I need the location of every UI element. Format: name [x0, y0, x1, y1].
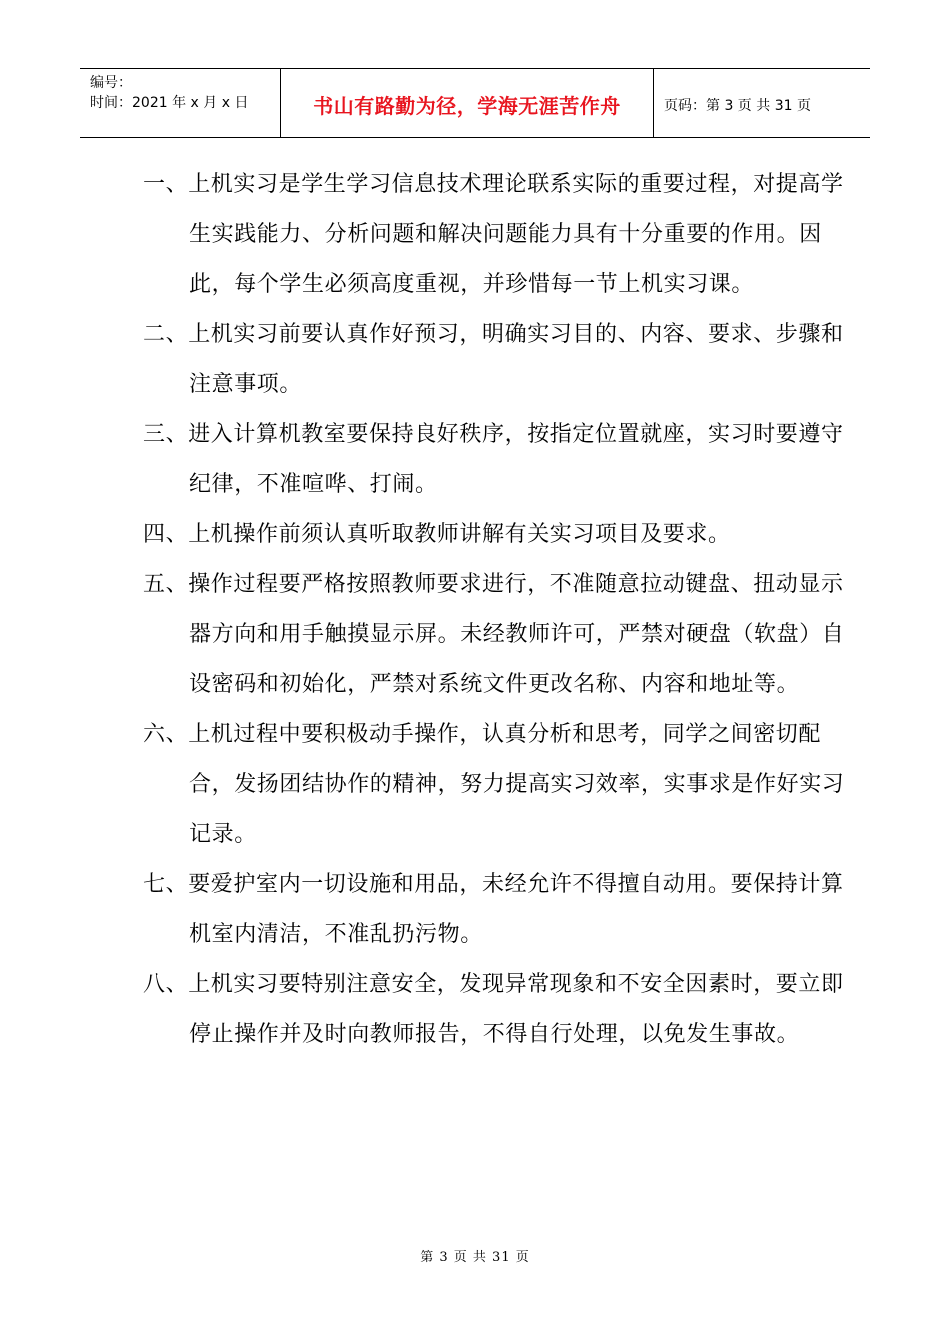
rule-paragraph-7: 七、要爱护室内一切设施和用品，未经允许不得擅自动用。要保持计算机室内清洁，不准乱扔污物。 — [143, 872, 844, 947]
header-page-info: 页码：第 3 页 共 31 页 — [664, 97, 811, 114]
rule-paragraph-8: 八、上机实习要特别注意安全，发现异常现象和不安全因素时，要立即停止操作并及时向教师报告，不得自行处理，以免发生事故。 — [143, 972, 844, 1047]
rule-paragraph-4: 四、上机操作前须认真听取教师讲解有关实习项目及要求。 — [143, 522, 731, 547]
date-label: 时间：2021 年 x 月 x 日 — [90, 95, 249, 111]
rule-paragraph-5: 五、操作过程要严格按照教师要求进行，不准随意拉动键盘、扭动显示器方向和用手触摸显示屏。未经教师许可，严禁对硬盘（软盘）自设密码和初始化，严禁对系统文件更改名称、内容和地址等。 — [143, 572, 845, 697]
number-label: 编号： — [90, 75, 132, 91]
page-footer: 第 3 页 共 31 页 — [420, 1250, 530, 1265]
rule-paragraph-2: 二、上机实习前要认真作好预习，明确实习目的、内容、要求、步骤和注意事项。 — [143, 322, 844, 397]
document-header — [80, 68, 870, 138]
rule-paragraph-1: 一、上机实习是学生学习信息技术理论联系实际的重要过程，对提高学生实践能力、分析问题和解决问题能力具有十分重要的作用。因此，每个学生必须高度重视，并珍惜每一节上机实习课。 — [143, 172, 844, 297]
document-body — [143, 160, 845, 1060]
rule-paragraph-6: 六、上机过程中要积极动手操作，认真分析和思考，同学之间密切配合，发扬团结协作的精神，努力提高实习效率，实事求是作好实习记录。 — [143, 722, 845, 847]
rule-paragraph-3: 三、进入计算机教室要保持良好秩序，按指定位置就座，实习时要遵守纪律，不准喧哗、打闹。 — [143, 422, 844, 497]
header-meta-cell — [80, 69, 281, 137]
header-motto: 书山有路勤为径，学海无涯苦作舟 — [281, 69, 654, 137]
